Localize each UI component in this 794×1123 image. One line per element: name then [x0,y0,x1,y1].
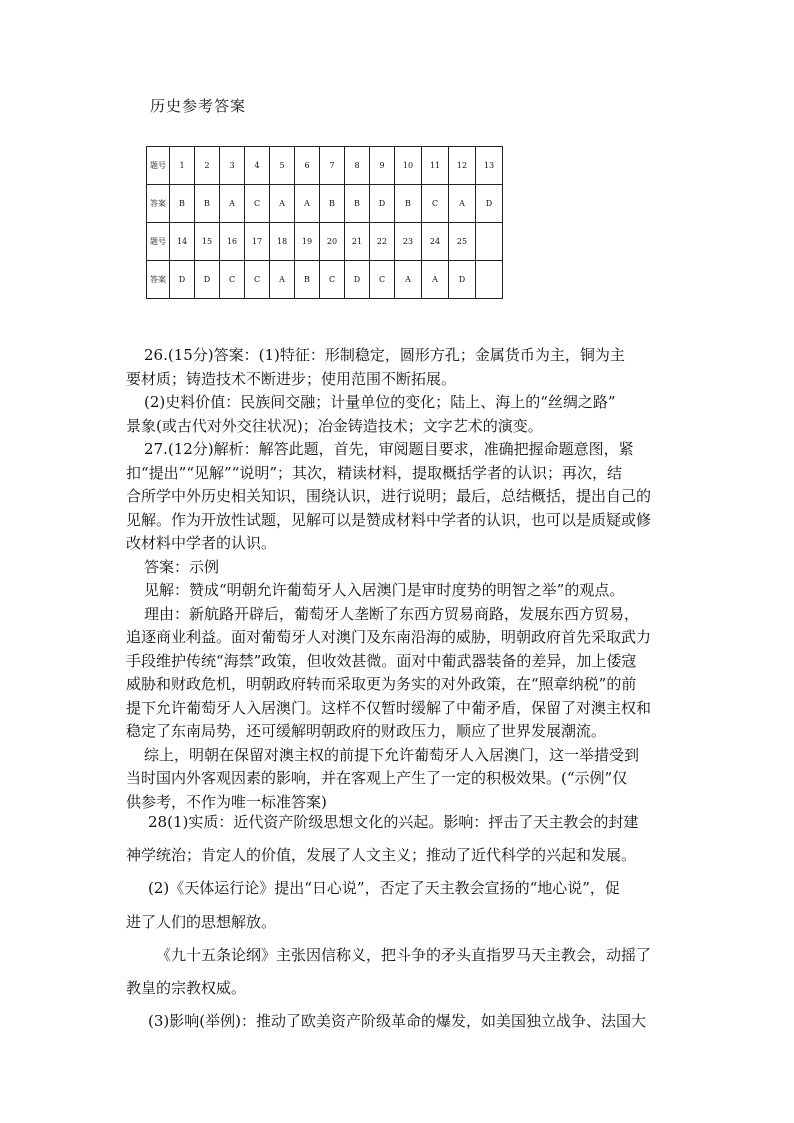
table-row [147,223,503,261]
table-cell: C [220,261,245,299]
q27-line: 稳定了东南局势，还可缓解明朝政府的财政压力，顺应了世界发展潮流。 [126,722,607,740]
q27-line: 提下允许葡萄牙人入居澳门。这样不仅暂时缓解了中葡矛盾，保留了对澳主权和 [126,698,652,717]
q27-line: 威胁和财政危机，明朝政府转而采取更为务实的对外政策，在“照章纳税”的前 [126,675,637,693]
row-header: 答案 [147,261,170,299]
q26-line: 要材质；铸造技术不断进步；使用范围不断拓展。 [126,369,457,388]
table-cell: D [345,261,370,299]
table-cell: C [245,261,270,299]
table-cell: D [370,185,395,223]
row-header: 答案 [147,185,170,223]
answers-28 [126,806,686,1038]
table-cell: A [395,261,422,299]
table-cell: 6 [295,147,320,185]
table-cell: C [320,261,345,299]
q27-line: 当时国内外客观因素的影响，并在客观上产生了一定的积极效果。(“示例”仅 [126,769,628,787]
q26-line: (2)史料价值：民族间交融；计量单位的变化；陆上、海上的“丝绸之路” [144,393,616,411]
table-cell: 5 [270,147,295,185]
table-cell: C [370,261,395,299]
table-cell: 20 [320,223,345,261]
table-cell: B [295,261,320,299]
table-cell: D [449,261,476,299]
q28-line: 《九十五条论纲》主张因信称义，把斗争的矛头直指罗马天主教会，动摇了 [156,945,652,964]
table-cell: 22 [370,223,395,261]
q27-line: 理由：新航路开辟后，葡萄牙人垄断了东西方贸易商路，发展东西方贸易， [144,604,640,623]
table-cell: 12 [449,147,476,185]
q27-line: 答案：示例 [144,557,220,576]
table-cell: 7 [320,147,345,185]
table-cell: 2 [195,147,220,185]
q28-line: 进了人们的思想解放。 [126,912,277,931]
q28-line: 教皇的宗教权威。 [126,979,247,998]
table-cell: 24 [422,223,449,261]
table-cell: D [476,185,503,223]
q27-line: 手段维护传统“海禁”政策，但收效甚微。面对中葡武器装备的差异，加上倭寇 [126,651,637,670]
q27-line: 扣“提出”“见解”“说明”；其次，精读材料，提取概括学者的认识；再次，结 [126,463,623,482]
table-cell: 9 [370,147,395,185]
q27-line: 见解。作为开放性试题，见解可以是赞成材料中学者的认识，也可以是质疑或修 [126,510,652,529]
answer-table [146,146,503,299]
q27-line: 供参考，不作为唯一标准答案) [126,792,327,811]
table-cell: B [320,185,345,223]
row-header: 题号 [147,147,170,185]
table-cell: B [170,185,195,223]
table-cell: 14 [170,223,195,261]
table-cell: A [295,185,320,223]
table-cell: 3 [220,147,245,185]
q28-line: 28(1)实质：近代资产阶级思想文化的兴起。影响：抨击了天主教会的封建 [148,813,639,831]
table-cell: 17 [245,223,270,261]
q28-line: (3)影响(举例)：推动了欧美资产阶级革命的爆发，如美国独立战争、法国大 [148,1012,646,1031]
table-cell: A [270,185,295,223]
table-cell: 16 [220,223,245,261]
table-cell: D [195,261,220,299]
table-cell: A [449,185,476,223]
table-cell: C [422,185,449,223]
table-row [147,261,503,299]
table-row [147,185,503,223]
page-title: 历史参考答案 [150,97,247,115]
q26-line: 景象(或古代对外交往状况)；冶金铸造技术；文字艺术的演变。 [126,416,543,435]
table-cell: 18 [270,223,295,261]
q27-line: 27.(12分)解析：解答此题，首先，审阅题目要求，准确把握命题意图，紧 [144,440,634,458]
q28-line: (2)《天体运行论》提出“日心说”，否定了天主教会宣扬的“地心说”，促 [148,879,620,898]
table-cell: 4 [245,147,270,185]
q26-line: 26.(15分)答案：(1)特征：形制稳定，圆形方孔；金属货币为主，铜为主 [144,346,625,364]
table-cell: B [345,185,370,223]
table-cell: 19 [295,223,320,261]
table-cell: 8 [345,147,370,185]
table-cell: B [195,185,220,223]
table-cell: 1 [170,147,195,185]
table-cell: 21 [345,223,370,261]
table-cell: B [395,185,422,223]
table-row [147,147,503,185]
table-cell: D [170,261,195,299]
row-header: 题号 [147,223,170,261]
table-cell [476,261,503,299]
table-cell: 15 [195,223,220,261]
q27-line: 合所学中外历史相关知识，围绕认识，进行说明；最后，总结概括，提出自己的 [126,487,652,505]
table-cell: 23 [395,223,422,261]
table-cell: 13 [476,147,503,185]
table-cell: 11 [422,147,449,185]
table-cell: A [270,261,295,299]
table-cell: 25 [449,223,476,261]
table-cell: A [422,261,449,299]
q27-line: 改材料中学者的认识。 [126,534,277,552]
q27-line: 追逐商业利益。面对葡萄牙人对澳门及东南沿海的威胁，明朝政府首先采取武力 [126,628,652,646]
table-cell [476,223,503,261]
q28-line: 神学统治；肯定人的价值，发展了人文主义；推动了近代科学的兴起和发展。 [126,846,637,865]
answers-26-27 [126,344,686,814]
table-cell: 10 [395,147,422,185]
table-cell: A [220,185,245,223]
table-cell: C [245,185,270,223]
q27-line: 综上，明朝在保留对澳主权的前提下允许葡萄牙人入居澳门，这一举措受到 [144,745,640,764]
q27-line: 见解：赞成“明朝允许葡萄牙人入居澳门是审时度势的明智之举”的观点。 [144,581,625,599]
